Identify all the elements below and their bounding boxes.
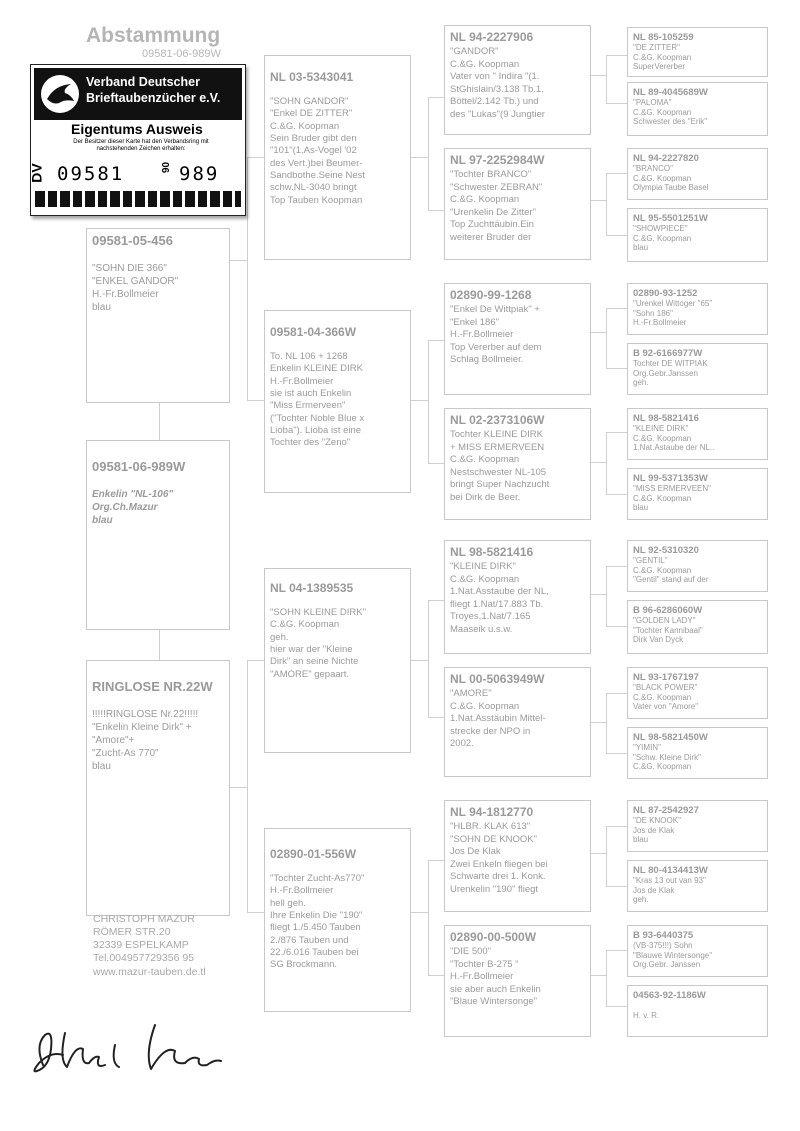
pedigree-ancestor [627, 985, 768, 1037]
pigeon-description: "AMORE" C.&G. Koopman 1.Nat.Asstäubin Mittel- strecke der NPO in 2002. [450, 688, 546, 750]
pigeon-description: "BRANCO" C.&G. Koopman Olympia Taube Basel [633, 164, 709, 193]
card-number: 09581 [57, 163, 125, 185]
ring-number: NL 03-5343041 [270, 70, 354, 84]
pigeon-description: "SOHN GANDOR" "Enkel DE ZITTER" C.&G. Koopman Sein Bruder gibt den "101"(1.As-Vogel '02 des Vert.)bei Beumer- Sandbothe.Seine Nest schw.NL-3040 bringt Top Tauben Koopman [270, 96, 366, 206]
pigeon-logo-icon [41, 75, 79, 113]
pigeon-description: !!!!!RINGLOSE Nr.22!!!!! "Enkelin Kleine Dirk" + "Amore"+ "Zucht-As 770" blau [92, 709, 199, 772]
pigeon-description: "MISS ERMERVEEN" C.&G. Koopman blau [633, 484, 711, 513]
ring-number: 02890-93-1252 [633, 288, 698, 299]
pigeon-description: "Tochter Zucht-As770" H.-Fr.Bollmeier hell geh. Ihre Enkelin Die "190" fliegt 1./5.450 Tauben 2./876 Tauben und 22./6.016 Tauben bei SG Brockmann. [270, 873, 365, 971]
pedigree-father [86, 228, 230, 403]
pigeon-description: "GANDOR" C.&G. Koopman Vater von " Indira "(1. StGhislain/3.138 Tb.1. Böttel/2.142 Tb.) und des "Lukas"(9 Jungtier [450, 46, 545, 120]
pedigree-ancestor [627, 667, 768, 719]
ring-number: NL 80-4134413W [633, 865, 708, 876]
pedigree-ancestor [627, 540, 768, 592]
ring-number: NL 95-5501251W [633, 213, 708, 224]
card-organization: Verband Deutscher Brieftaubenzücher e.V. [86, 75, 221, 106]
ring-number: 09581-04-366W [270, 325, 357, 339]
ring-number: NL 98-5821450W [633, 732, 708, 743]
pigeon-description: "DE KNOOK" Jos de Klak blau [633, 816, 681, 845]
ring-number: NL 04-1389535 [270, 581, 354, 595]
ownership-card [30, 64, 246, 216]
pedigree-grandparent [264, 568, 411, 753]
pedigree-ancestor [627, 468, 768, 520]
card-subtitle: Der Besitzer dieser Karte hat den Verbandsring mit nachstehenden Zeichen erhalten: [73, 139, 209, 153]
pigeon-description: "Kras 13 out van 93" Jos de Klak geh. [633, 876, 706, 905]
pigeon-description: (VB-375!!!) Sohn "Blauwe Wintersonge" Org.Gebr. Janssen [633, 941, 713, 970]
ring-number: NL 98-5821416 [450, 545, 534, 559]
pedigree-great-grandparent [444, 667, 591, 777]
card-code: 989 [179, 163, 220, 185]
pedigree-ancestor [627, 27, 768, 77]
signature [25, 1005, 235, 1095]
ring-number: B 93-6440375 [633, 930, 694, 941]
pigeon-description: "PALOMA" C.&G. Koopman Schwester des "Erik" [633, 98, 708, 127]
ring-number: NL 85-105259 [633, 32, 694, 43]
pigeon-description: "GOLDEN LADY" "Tochter Kannibaal" Dirk Van Dyck [633, 616, 703, 645]
pedigree-ancestor [627, 283, 768, 335]
ring-number: NL 97-2252984W [450, 153, 545, 167]
pedigree-great-grandparent [444, 148, 591, 260]
ring-number: NL 87-2542927 [633, 805, 699, 816]
ring-number: B 92-6166977W [633, 348, 703, 359]
card-prefix: DV [28, 163, 45, 183]
pigeon-description: "BLACK POWER" C.&G. Koopman Vater von "Amore" [633, 683, 699, 712]
header-ring: 09581-06-989W [142, 48, 221, 60]
pigeon-description: H. v. R. [633, 1011, 660, 1020]
card-header [34, 68, 242, 120]
ring-number: 09581-05-456 [92, 233, 173, 248]
pigeon-description: "KLEINE DIRK" C.&G. Koopman 1.Nat.Asstaube der NL, fliegt 1.Nat/17.883 Tb. Troyes,1.Nat/7.165 Maaseik u.s.w. [450, 561, 549, 635]
pedigree-ancestor [627, 208, 768, 262]
pedigree-ancestor [627, 408, 768, 460]
pigeon-description: "SOHN KLEINE DIRK" C.&G. Koopman geh. hier war der "Kleine Dirk" an seine Nichte "AMORE" gepaart. [270, 607, 366, 680]
pigeon-description: To. NL 106 + 1268 Enkelin KLEINE DIRK H.-Fr.Bollmeier sie ist auch Enkelin "Miss Ermerveen" ("Tochter Noble Blue x Lioba"). Lioba ist eine Tochter des "Zeno" [270, 351, 365, 449]
ring-number: 04563-92-1186W [633, 990, 706, 1001]
pedigree-ancestor [627, 925, 768, 977]
pedigree-grandparent [264, 55, 411, 260]
pedigree-ancestor [627, 727, 768, 779]
pedigree-ancestor [627, 860, 768, 912]
pigeon-description: "HLBR. KLAK 613" "SOHN DE KNOOK" Jos De Klak Zwei Enkeln fliegen bei Schwarte drei 1. Konk. Urenkelin "190" fliegt [450, 821, 548, 895]
pigeon-description: "SOHN DIE 366" "ENKEL GANDOR" H.-Fr.Bollmeier blau [92, 263, 179, 313]
pedigree-great-grandparent [444, 283, 591, 395]
ring-number: NL 92-5310320 [633, 545, 699, 556]
pedigree-grandparent [264, 828, 411, 1012]
pigeon-description: "GENTIL" C.&G. Koopman "Gentil" stand auf der [633, 556, 709, 585]
pigeon-description: "Enkel De Wittpiak" + "Enkel 186" H.-Fr.Bollmeier Top Vererber auf dem Schlag Bollmeier. [450, 304, 542, 366]
breeder-address: CHRISTOPH MAZUR RÖMER STR.20 32339 ESPELKAMP Tel.004957729356 95 www.mazur-tauben.de.tl [93, 913, 206, 978]
pedigree-ancestor [627, 82, 768, 136]
ring-number: 02890-99-1268 [450, 288, 532, 302]
pedigree-great-grandparent [444, 408, 591, 520]
card-title: Eigentums Ausweis [71, 121, 203, 137]
pigeon-description: Tochter DE WITPIAK Org.Gebr.Janssen geh. [633, 359, 708, 388]
ring-number: NL 93-1767197 [633, 672, 699, 683]
pedigree-ancestor [627, 600, 768, 654]
pigeon-description: "Tochter BRANCO" "Schwester ZEBRAN" C.&G. Koopman "Urenkelin De Zitter" Top Zuchttäubin.Ein weiterer Bruder der [450, 169, 543, 243]
pedigree-great-grandparent [444, 800, 591, 912]
ring-number: NL 94-2227820 [633, 153, 699, 164]
pigeon-description: "YIMIN" "Schw. Kleine Dirk" C.&G. Koopman [633, 743, 701, 772]
pigeon-description: "KLEINE DIRK" C.&G. Koopman 1.Nat.Astaube der NL.. [633, 424, 715, 453]
pedigree-ancestor [627, 148, 768, 200]
ring-number: 02890-00-500W [450, 930, 537, 944]
ring-number: NL 98-5821416 [633, 413, 699, 424]
ring-number: NL 00-5063949W [450, 672, 545, 686]
ring-number: B 96-6286060W [633, 605, 703, 616]
pedigree-subject [86, 440, 230, 630]
pedigree-mother [86, 660, 230, 916]
pigeon-description: "DE ZITTER" C.&G. Koopman SuperVererber [633, 43, 692, 72]
ring-number: NL 89-4045689W [633, 87, 708, 98]
pedigree-great-grandparent [444, 25, 591, 135]
pedigree-grandparent [264, 310, 411, 493]
ring-number: 09581-06-989W [92, 459, 186, 474]
pedigree-great-grandparent [444, 925, 591, 1037]
pedigree-ancestor [627, 343, 768, 395]
ring-number: NL 02-2373106W [450, 413, 545, 427]
pedigree-great-grandparent [444, 540, 591, 654]
card-barcode [35, 191, 241, 207]
ring-number: NL 94-1812770 [450, 805, 534, 819]
card-year: 06 [159, 162, 170, 174]
ring-number: NL 94-2227906 [450, 30, 534, 44]
page-title: Abstammung [86, 24, 221, 47]
pigeon-description: "DIE 500" "Tochter B-275 " H.-Fr.Bollmeier sie aber auch Enkelin "Blaue Wintersonge" [450, 946, 541, 1008]
ring-number: NL 99-5371353W [633, 473, 708, 484]
pedigree-ancestor [627, 800, 768, 852]
pigeon-description: "Urenkel Wittoger "65" "Sohn 186" H.-Fr.Bollmeier [633, 299, 713, 328]
ring-number: RINGLOSE NR.22W [92, 679, 213, 694]
pigeon-description: Enkelin "NL-106" Org.Ch.Mazur blau [92, 489, 174, 526]
ring-number: 02890-01-556W [270, 847, 357, 861]
pigeon-description: "SHOWPIECE" C.&G. Koopman blau [633, 224, 692, 253]
pigeon-description: Tochter KLEINE DIRK + MISS ERMERVEEN C.&G. Koopman Nestschwester NL-105 bringt Super Nachzucht bei Dirk de Beer. [450, 429, 550, 503]
